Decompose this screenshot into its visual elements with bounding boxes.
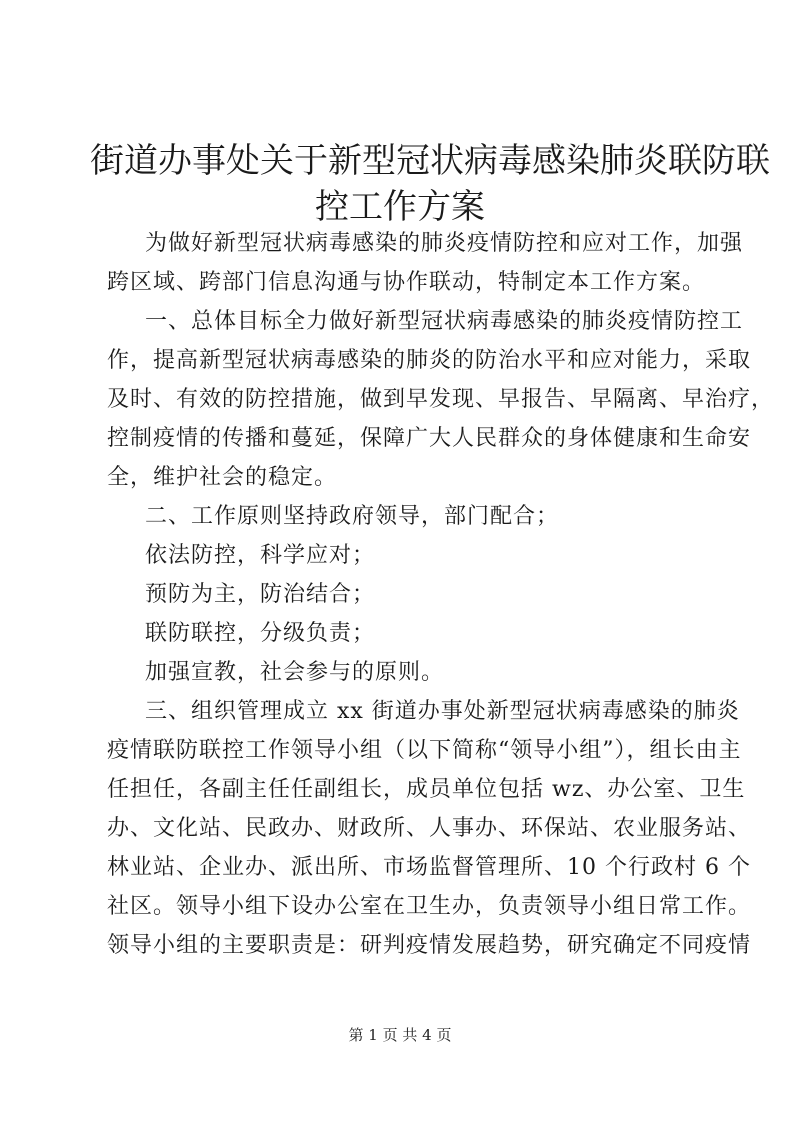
text-line: 作，提高新型冠状病毒感染的肺炎的防治水平和应对能力，采取 — [107, 348, 752, 373]
text-line: 一、总体目标全力做好新型冠状病毒感染的肺炎疫情防控工 — [145, 309, 744, 334]
text-line: 为做好新型冠状病毒感染的肺炎疫情防控和应对工作，加强 — [145, 231, 744, 256]
text-line: 跨区域、跨部门信息沟通与协作联动，特制定本工作方案。 — [107, 270, 706, 295]
title-line-2: 控工作方案 — [315, 187, 485, 227]
paragraph-principle-prevention — [107, 575, 707, 614]
text-line: 三、组织管理成立 xx 街道办事处新型冠状病毒感染的肺炎 — [145, 699, 740, 724]
page-footer — [0, 1025, 800, 1045]
text-line: 二、工作原则坚持政府领导，部门配合； — [145, 504, 560, 529]
title-line-1: 街道办事处关于新型冠状病毒感染肺炎联防联 — [90, 141, 770, 181]
text-line: 办、文化站、民政办、财政所、人事办、环保站、农业服务站、 — [107, 816, 752, 841]
text-line: 任担任，各副主任任副组长，成员单位包括 wz、办公室、卫生 — [107, 777, 746, 802]
text-line: 依法防控，科学应对； — [145, 543, 376, 568]
paragraph-principle-joint-control — [107, 614, 707, 653]
paragraph-overall-goal — [107, 302, 775, 497]
paragraph-principle-publicity — [107, 653, 707, 692]
text-line: 全，维护社会的稳定。 — [107, 465, 338, 490]
text-line: 社区。领导小组下设办公室在卫生办，负责领导小组日常工作。 — [107, 894, 752, 919]
text-line: 控制疫情的传播和蔓延，保障广大人民群众的身体健康和生命安 — [107, 426, 752, 451]
text-line: 疫情联防联控工作领导小组（以下简称“领导小组”），组长由主 — [107, 738, 742, 763]
text-line: 联防联控，分级负责； — [145, 621, 376, 646]
text-line: 林业站、企业办、派出所、市场监督管理所、10 个行政村 6 个 — [107, 855, 751, 880]
text-line: 领导小组的主要职责是：研判疫情发展趋势，研究确定不同疫情 — [107, 933, 752, 958]
text-line: 加强宣教，社会参与的原则。 — [145, 660, 445, 685]
document-body — [107, 224, 775, 965]
paragraph-principle-law — [107, 536, 707, 575]
paragraph-organization — [107, 692, 752, 965]
page-number: 第 1 页 共 4 页 — [348, 1026, 452, 1044]
paragraph-intro — [107, 224, 744, 302]
paragraph-work-principle — [107, 497, 707, 536]
document-title — [90, 138, 770, 230]
text-line: 预防为主，防治结合； — [145, 582, 376, 607]
text-line: 及时、有效的防控措施，做到早发现、早报告、早隔离、早治疗， — [107, 387, 775, 412]
